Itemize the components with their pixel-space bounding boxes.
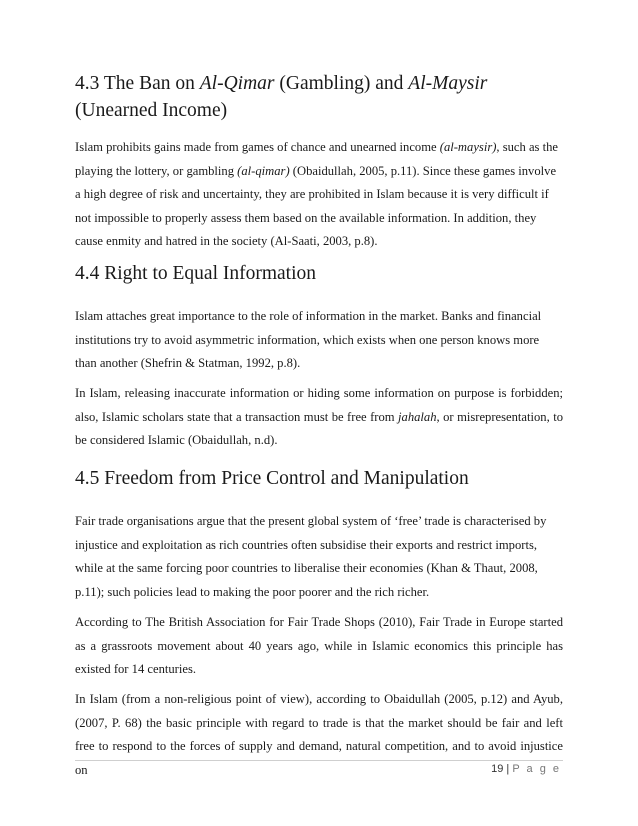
footer-divider: [75, 760, 563, 761]
page-label: P a g e: [512, 763, 561, 775]
section-heading-4-4: 4.4 Right to Equal Information: [75, 263, 317, 284]
paragraph-4-4-a: Islam attaches great importance to the role of information in the market. Banks and financial institutions try to avoid asymmetric information, which exists when one person knows more than another (Shefrin & Statman, 1992, p.8).: [75, 309, 542, 370]
paragraph-4-3: [75, 136, 563, 254]
term-al-maysir: (al-maysir): [439, 140, 497, 154]
paragraph-4-5-a: Fair trade organisations argue that the present global system of ‘free’ trade is characterised by injustice and exploitation as rich countries often subsidise their exports and restrict imports, while at the same forcing poor countries to liberalise their economies (Khan & Thaut, 2008, p.11); such policies lead to making the poor poorer and the rich richer.: [75, 514, 547, 599]
term-al-qimar: (al-qimar): [237, 163, 290, 178]
page-footer: [491, 763, 561, 775]
footer-separator: |: [503, 763, 513, 775]
paragraph-4-4-b: [75, 382, 563, 453]
paragraph-4-5-b: According to The British Association for Fair Trade Shops (2010), Fair Trade in Europe started as a grassroots movement about 40 years ago, while in Islamic economics this principle has existed for 14 centuries.: [75, 615, 563, 676]
heading-term-al-qimar: Al-Qimar: [199, 73, 275, 94]
paragraph-text: In Islam, releasing inaccurate information or hiding some information on purpose is forbidden; also, Islamic scholars state that a transaction must be free from: [75, 386, 563, 424]
heading-text: (Unearned Income): [75, 100, 228, 121]
paragraph-text: , such as the playing the lottery, or gambling: [75, 140, 558, 178]
section-heading-4-3: [75, 70, 563, 124]
heading-text: 4.3 The Ban on: [75, 73, 200, 94]
section-heading-4-5: 4.5 Freedom from Price Control and Manipulation: [75, 468, 469, 489]
paragraph-text: Islam prohibits gains made from games of chance and unearned income: [75, 140, 440, 154]
page-number: 19: [491, 763, 504, 775]
paragraph-4-5-c: In Islam (from a non-religious point of view), according to Obaidullah (2005, p.12) and Ayub, (2007, P. 68) the basic principle with regard to trade is that the market should be fair and left free to respond to the forces of supply and demand, natural competition, and to avoid injustice on: [75, 692, 563, 777]
paragraph-text: (Obaidullah, 2005, p.11). Since these games involve a high degree of risk and uncertainty, they are prohibited in Islam because it is very difficult if not impossible to properly assess them based on the available information. In addition, they cause enmity and hatred in the society (Al-Saati, 2003, p.8).: [75, 163, 557, 248]
heading-term-al-maysir: Al-Maysir: [408, 73, 488, 94]
heading-text: (Gambling) and: [274, 73, 409, 94]
term-jahalah: jahalah: [398, 409, 437, 424]
paragraph-text: , or misrepresentation, to be considered Islamic (Obaidullah, n.d).: [75, 409, 563, 447]
